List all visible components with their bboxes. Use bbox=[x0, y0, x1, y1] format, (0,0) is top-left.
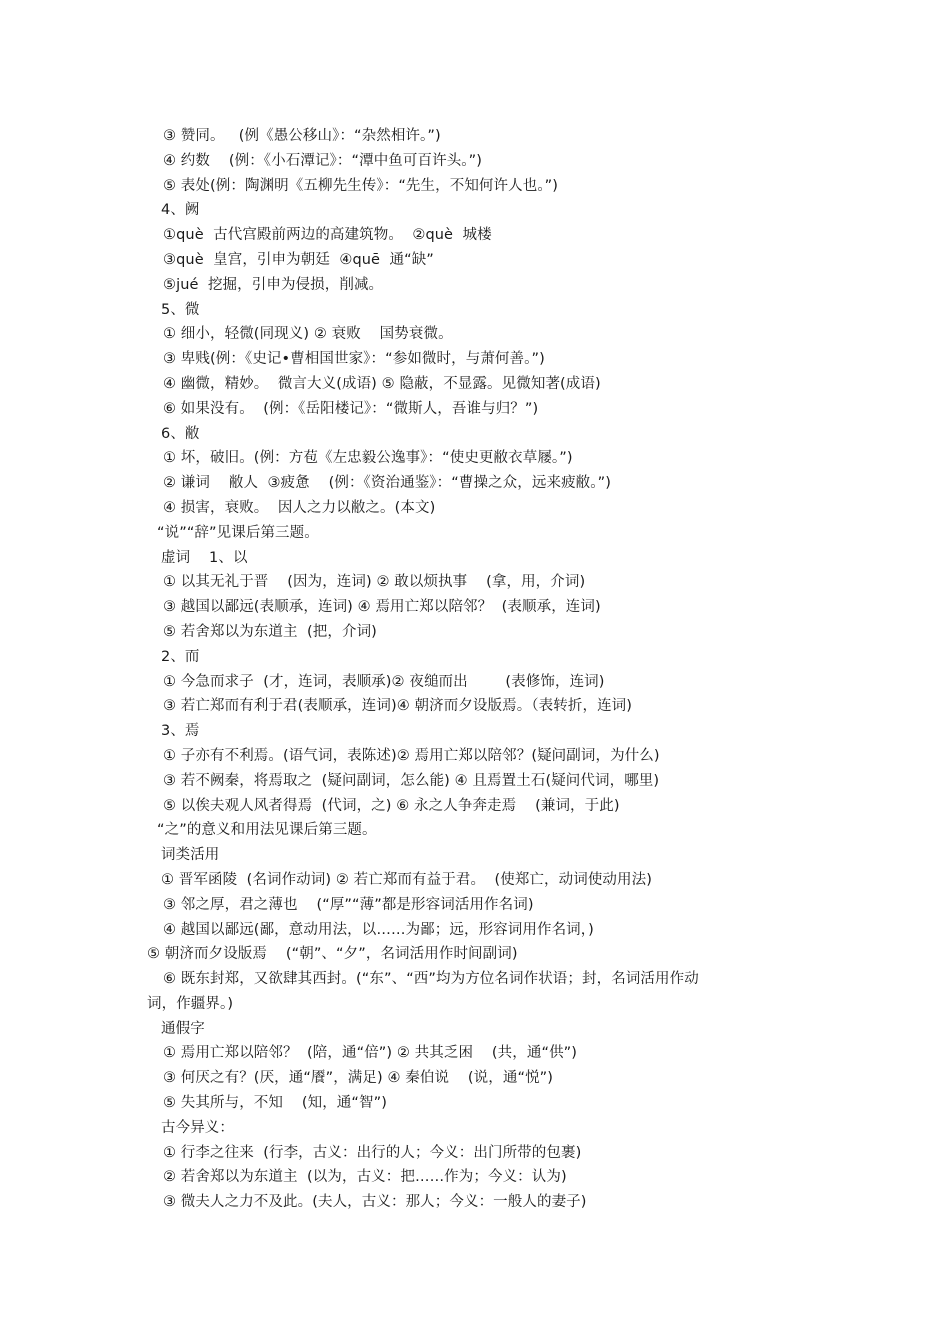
section-heading: 虚词 1、以 bbox=[161, 549, 248, 566]
text-line: ①què 古代宫殿前两边的高建筑物。 ②què 城楼 bbox=[163, 227, 492, 244]
text-line: ⑤ 失其所与，不知 (知，通“智”) bbox=[163, 1095, 387, 1112]
text-line: ③ 卑贱(例：《史记•曹相国世家》：“参如微时，与萧何善。”) bbox=[163, 351, 545, 368]
text-line: ④ 越国以鄙远(鄙，意动用法，以……为鄙；远，形容词用作名词，) bbox=[163, 921, 594, 938]
text-line: ③ 若亡郑而有利于君(表顺承，连词)④ 朝济而夕设版焉。（表转折，连词) bbox=[163, 698, 633, 715]
text-line: ① 以其无礼于晋 (因为，连词) ② 敢以烦执事 (拿，用，介词) bbox=[163, 574, 586, 591]
text-line: ④ 幽微，精妙。 微言大义(成语) ⑤ 隐蔽，不显露。见微知著(成语) bbox=[163, 375, 601, 392]
text-line: ① 细小，轻微(同现义) ② 衰败 国势衰微。 bbox=[163, 326, 453, 343]
section-heading: 2、而 bbox=[161, 648, 200, 665]
text-line: ③ 若不阙秦，将焉取之 (疑问副词，怎么能) ④ 且焉置土石(疑问代词，哪里) bbox=[163, 772, 660, 789]
document-body bbox=[0, 124, 950, 1215]
text-line: ⑥ 如果没有。 (例：《岳阳楼记》：“微斯人，吾谁与归？”) bbox=[163, 400, 539, 417]
text-line: ③què 皇宫，引申为朝廷 ④quē 通“缺” bbox=[163, 251, 434, 268]
text-line: ④ 约数 (例：《小石潭记》：“潭中鱼可百许头。”) bbox=[163, 152, 483, 169]
text-line: ② 若舍郑以为东道主 (以为，古义：把……作为；今义：认为) bbox=[163, 1169, 567, 1186]
section-heading: 古今异义： bbox=[161, 1119, 234, 1136]
text-line: ⑤jué 挖掘，引申为侵损，削减。 bbox=[163, 276, 384, 293]
text-line: 词，作疆界。) bbox=[147, 995, 234, 1012]
text-line: ⑤ 以俟夫观人风者得焉 (代词，之) ⑥ 永之人争奔走焉 (兼词，于此) bbox=[163, 797, 620, 814]
section-heading: 4、阙 bbox=[161, 202, 200, 219]
section-heading: 5、微 bbox=[161, 301, 200, 318]
section-heading: 通假字 bbox=[161, 1020, 205, 1037]
text-line: ③ 越国以鄙远(表顺承，连词) ④ 焉用亡郑以陪邻？ (表顺承，连词) bbox=[163, 599, 601, 616]
text-line: ⑤ 若舍郑以为东道主 (把，介词) bbox=[163, 623, 377, 640]
text-line: ⑤ 朝济而夕设版焉 (“朝”、“夕”，名词活用作时间副词) bbox=[147, 946, 518, 963]
text-line: ① 今急而求子 (才，连词，表顺承)② 夜缒而出 (表修饰，连词) bbox=[163, 673, 605, 690]
section-heading: 3、焉 bbox=[161, 723, 200, 740]
text-line: ① 坏，破旧。(例：方苞《左忠毅公逸事》：“使史更敝衣草屦。”) bbox=[163, 450, 573, 467]
text-line: ④ 损害，衰败。 因人之力以敝之。(本文) bbox=[163, 499, 436, 516]
text-line: ② 谦词 敝人 ③疲惫 (例：《资治通鉴》：“曹操之众，远来疲敝。”) bbox=[163, 475, 611, 492]
text-line: ① 行李之往来 (行李，古义：出行的人；今义：出门所带的包裹) bbox=[163, 1144, 582, 1161]
text-line: ① 子亦有不利焉。(语气词，表陈述)② 焉用亡郑以陪邻？(疑问副词，为什么) bbox=[163, 747, 660, 764]
text-line: ① 焉用亡郑以陪邻？ (陪，通“倍”) ② 共其乏困 (共，通“供”) bbox=[163, 1045, 578, 1062]
section-heading: 词类活用 bbox=[161, 847, 220, 864]
text-line: ⑤ 表处(例：陶渊明《五柳先生传》：“先生，不知何许人也。”) bbox=[163, 177, 559, 194]
text-line: ① 晋军函陵 (名词作动词) ② 若亡郑而有益于君。 (使郑亡，动词使动用法) bbox=[161, 871, 652, 888]
text-line: ③ 微夫人之力不及此。(夫人，古义：那人；今义：一般人的妻子) bbox=[163, 1194, 587, 1211]
text-line: “说”“辞”见课后第三题。 bbox=[157, 524, 319, 541]
section-heading: 6、敝 bbox=[161, 425, 200, 442]
text-line: ⑥ 既东封郑，又欲肆其西封。(“东”、“西”均为方位名词作状语；封，名词活用作动 bbox=[163, 971, 699, 988]
text-line: “之”的意义和用法见课后第三题。 bbox=[157, 822, 377, 839]
text-line: ③ 邻之厚，君之薄也 (“厚”“薄”都是形容词活用作名词) bbox=[163, 896, 534, 913]
text-line: ③ 何厌之有？(厌，通“餍”，满足) ④ 秦伯说 (说，通“悦”) bbox=[163, 1070, 554, 1087]
text-line: ③ 赞同。 (例《愚公移山》：“杂然相许。”) bbox=[163, 128, 441, 144]
